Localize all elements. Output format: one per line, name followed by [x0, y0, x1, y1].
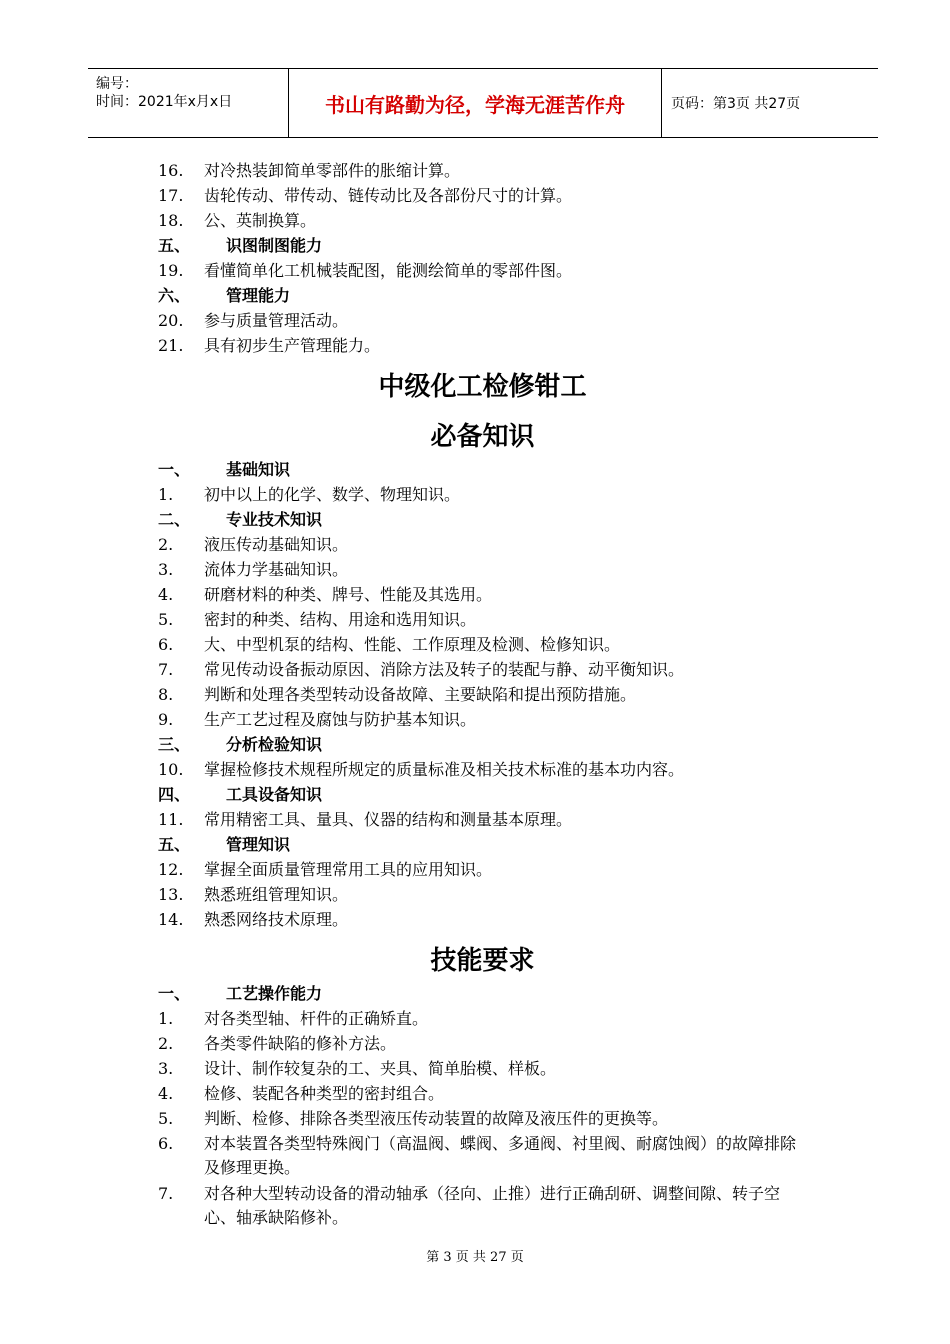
time-label: 时间：2021年x月x日 — [96, 94, 233, 110]
list-item: 6. 大、中型机泵的结构、性能、工作原理及检测、检修知识。 — [158, 635, 621, 654]
section-title-skills: 技能要求 — [430, 946, 535, 976]
list-item: 3. 流体力学基础知识。 — [158, 560, 349, 579]
section-title-knowledge: 必备知识 — [430, 422, 535, 452]
list-item: 11. 常用精密工具、量具、仪器的结构和测量基本原理。 — [158, 810, 573, 829]
section-heading: 五、 管理知识 — [158, 835, 291, 854]
list-item: 12. 掌握全面质量管理常用工具的应用知识。 — [158, 860, 493, 879]
list-item: 4. 研磨材料的种类、牌号、性能及其选用。 — [158, 585, 493, 604]
list-item: 2. 液压传动基础知识。 — [158, 535, 349, 554]
section-heading: 一、 基础知识 — [158, 460, 291, 479]
list-item: 1. 初中以上的化学、数学、物理知识。 — [158, 485, 461, 504]
list-item: 8. 判断和处理各类型转动设备故障、主要缺陷和提出预防措施。 — [158, 685, 637, 704]
document-title: 中级化工检修钳工 — [378, 372, 587, 402]
list-item: 7. 对各种大型转动设备的滑动轴承（径向、止推）进行正确刮研、调整间隙、转子空心、轴承缺陷修补。 — [158, 1184, 781, 1227]
code-label: 编号： — [96, 76, 138, 92]
page-header — [88, 68, 878, 138]
motto: 书山有路勤为径，学海无涯苦作舟 — [288, 69, 662, 137]
list-item: 7. 常见传动设备振动原因、消除方法及转子的装配与静、动平衡知识。 — [158, 660, 685, 679]
list-item: 1. 对各类型轴、杆件的正确矫直。 — [158, 1009, 429, 1028]
list-item: 13. 熟悉班组管理知识。 — [158, 885, 349, 904]
list-item: 21. 具有初步生产管理能力。 — [158, 336, 381, 355]
section-heading: 三、 分析检验知识 — [158, 735, 323, 754]
list-item: 16. 对冷热装卸简单零部件的胀缩计算。 — [158, 161, 461, 180]
list-item: 6. 对本装置各类型特殊阀门（高温阀、蝶阀、多通阀、衬里阀、耐腐蚀阀）的故障排除及修理更换。 — [158, 1134, 797, 1177]
section-heading: 一、 工艺操作能力 — [158, 984, 323, 1003]
list-item: 10. 掌握检修技术规程所规定的质量标准及相关技术标准的基本功内容。 — [158, 760, 685, 779]
list-item: 9. 生产工艺过程及腐蚀与防护基本知识。 — [158, 710, 477, 729]
list-item: 5. 密封的种类、结构、用途和选用知识。 — [158, 610, 477, 629]
section-heading: 五、 识图制图能力 — [158, 236, 323, 255]
list-item: 5. 判断、检修、排除各类型液压传动装置的故障及液压件的更换等。 — [158, 1109, 669, 1128]
list-item: 14. 熟悉网络技术原理。 — [158, 910, 349, 929]
section-heading: 六、 管理能力 — [158, 286, 291, 305]
page-counter: 页码：第3页 共27页 — [671, 96, 801, 112]
page-footer: 第 3 页 共 27 页 — [426, 1250, 524, 1265]
list-item: 20. 参与质量管理活动。 — [158, 311, 349, 330]
list-item: 3. 设计、制作较复杂的工、夹具、简单胎模、样板。 — [158, 1059, 557, 1078]
header-meta — [88, 69, 288, 137]
list-item: 4. 检修、装配各种类型的密封组合。 — [158, 1084, 445, 1103]
list-item: 19. 看懂简单化工机械装配图，能测绘简单的零部件图。 — [158, 261, 573, 280]
section-heading: 四、 工具设备知识 — [158, 785, 323, 804]
list-item: 18. 公、英制换算。 — [158, 211, 317, 230]
list-item: 2. 各类零件缺陷的修补方法。 — [158, 1034, 397, 1053]
list-item: 17. 齿轮传动、带传动、链传动比及各部份尺寸的计算。 — [158, 186, 573, 205]
section-heading: 二、 专业技术知识 — [158, 510, 323, 529]
